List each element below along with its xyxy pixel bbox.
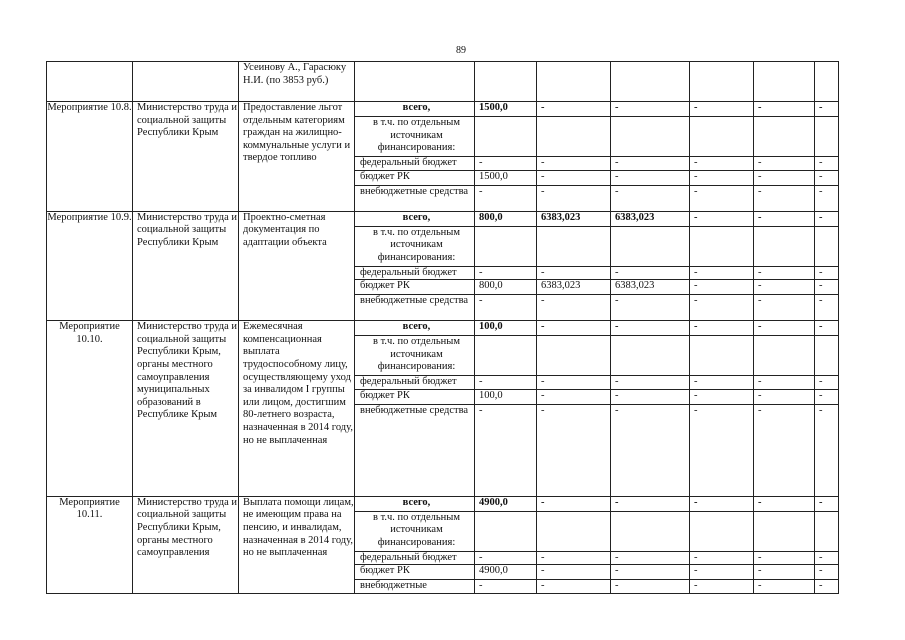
funding-value: - <box>815 170 839 185</box>
funding-value: - <box>754 580 815 594</box>
funding-value <box>815 336 839 376</box>
measure-description: Ежемесячная компенсационная выплата трудоспособному лицу, осуществляющему уход за инвалидом I группы или лицом, достигшим 80-летнего возраста, назначенная в 2014 году, но не выплаченная <box>239 321 355 497</box>
funding-value: - <box>815 157 839 171</box>
funding-value: - <box>537 185 611 211</box>
funding-source-label: в т.ч. по отдельным источникам финансирования: <box>355 336 475 376</box>
funding-value: 6383,023 <box>537 280 611 295</box>
funding-source-label: федеральный бюджет <box>355 551 475 565</box>
measure-description: Предоставление льгот отдельным категориям граждан на жилищно-коммунальные услуги и твердое топливо <box>239 102 355 212</box>
measure-description: Выплата помощи лицам, не имеющим права на пенсию, и инвалидам, назначенная в 2014 году, но не выплаченная <box>239 496 355 593</box>
funding-source-label: всего, <box>355 321 475 336</box>
funding-value: - <box>690 580 754 594</box>
measure-id: Мероприятие 10.8. <box>47 102 133 212</box>
funding-value: - <box>611 565 690 580</box>
funding-source-label: всего, <box>355 211 475 226</box>
funding-value: - <box>537 376 611 390</box>
funding-value: - <box>611 170 690 185</box>
measure-row <box>47 321 839 336</box>
page-number: 89 <box>456 45 466 56</box>
carry-over-row <box>47 62 839 102</box>
funding-value: - <box>815 321 839 336</box>
carry-over-text: Усеинову А., Гарасюку Н.И. (по 3853 руб.) <box>239 62 355 102</box>
funding-value: - <box>754 295 815 321</box>
funding-source-label: всего, <box>355 102 475 117</box>
funding-value: - <box>754 211 815 226</box>
funding-value <box>611 226 690 266</box>
funding-value: - <box>690 266 754 280</box>
empty-cell <box>611 62 690 102</box>
funding-value: - <box>690 170 754 185</box>
funding-value: - <box>754 266 815 280</box>
funding-value: - <box>690 295 754 321</box>
funding-value: - <box>754 280 815 295</box>
measure-executor: Министерство труда и социальной защиты Республики Крым, органы местного самоуправления <box>133 496 239 593</box>
funding-value: - <box>815 551 839 565</box>
funding-value: - <box>690 496 754 511</box>
funding-value: - <box>690 404 754 496</box>
funding-value: - <box>690 565 754 580</box>
funding-value: - <box>754 404 815 496</box>
funding-value: - <box>537 321 611 336</box>
empty-cell <box>690 62 754 102</box>
funding-value <box>815 226 839 266</box>
funding-value: - <box>611 266 690 280</box>
funding-value: - <box>537 551 611 565</box>
funding-value: 100,0 <box>475 321 537 336</box>
funding-value: - <box>815 185 839 211</box>
empty-cell <box>537 62 611 102</box>
funding-value: - <box>754 565 815 580</box>
funding-value: 4900,0 <box>475 565 537 580</box>
funding-value: 800,0 <box>475 280 537 295</box>
funding-value: - <box>537 157 611 171</box>
funding-value: - <box>611 496 690 511</box>
funding-value: - <box>754 496 815 511</box>
funding-value <box>475 511 537 551</box>
funding-source-label: внебюджетные <box>355 580 475 594</box>
empty-cell <box>47 62 133 102</box>
funding-value: - <box>475 266 537 280</box>
funding-value: - <box>754 376 815 390</box>
measure-executor: Министерство труда и социальной защиты Республики Крым <box>133 211 239 321</box>
funding-value: - <box>754 157 815 171</box>
funding-value: - <box>815 280 839 295</box>
funding-value <box>815 117 839 157</box>
funding-value <box>475 117 537 157</box>
funding-value <box>537 336 611 376</box>
measure-row <box>47 102 839 117</box>
funding-value: - <box>690 376 754 390</box>
funding-source-label: внебюджетные средства <box>355 404 475 496</box>
funding-value: - <box>475 295 537 321</box>
empty-cell <box>133 62 239 102</box>
funding-value <box>754 226 815 266</box>
funding-source-label: федеральный бюджет <box>355 376 475 390</box>
funding-value <box>815 511 839 551</box>
funding-value: - <box>537 565 611 580</box>
measure-id: Мероприятие 10.10. <box>47 321 133 497</box>
funding-value: - <box>611 404 690 496</box>
funding-value: - <box>815 565 839 580</box>
funding-value: - <box>690 280 754 295</box>
funding-value: - <box>690 389 754 404</box>
funding-value: - <box>690 185 754 211</box>
funding-value: - <box>475 157 537 171</box>
funding-value: - <box>611 185 690 211</box>
funding-value: - <box>611 102 690 117</box>
funding-value: - <box>475 376 537 390</box>
funding-source-label: бюджет РК <box>355 280 475 295</box>
funding-value: 6383,023 <box>611 280 690 295</box>
funding-value: - <box>690 102 754 117</box>
funding-value: 1500,0 <box>475 102 537 117</box>
empty-cell <box>355 62 475 102</box>
funding-value <box>690 511 754 551</box>
funding-value: 1500,0 <box>475 170 537 185</box>
measure-id: Мероприятие 10.11. <box>47 496 133 593</box>
funding-value: 100,0 <box>475 389 537 404</box>
funding-source-label: внебюджетные средства <box>355 295 475 321</box>
funding-value: - <box>537 496 611 511</box>
funding-source-label: бюджет РК <box>355 565 475 580</box>
measure-id: Мероприятие 10.9. <box>47 211 133 321</box>
funding-value: 6383,023 <box>611 211 690 226</box>
funding-value: - <box>475 580 537 594</box>
funding-source-label: в т.ч. по отдельным источникам финансирования: <box>355 226 475 266</box>
funding-value: - <box>815 376 839 390</box>
funding-value: 4900,0 <box>475 496 537 511</box>
funding-value: - <box>754 389 815 404</box>
measure-row <box>47 211 839 226</box>
funding-source-label: в т.ч. по отдельным источникам финансирования: <box>355 511 475 551</box>
funding-source-label: в т.ч. по отдельным источникам финансирования: <box>355 117 475 157</box>
funding-value: - <box>690 321 754 336</box>
measure-executor: Министерство труда и социальной защиты Республики Крым <box>133 102 239 212</box>
funding-value: - <box>611 295 690 321</box>
funding-value <box>690 226 754 266</box>
funding-value <box>475 226 537 266</box>
funding-value: - <box>611 580 690 594</box>
funding-value: - <box>611 551 690 565</box>
funding-value: - <box>475 404 537 496</box>
funding-value: - <box>537 266 611 280</box>
funding-value: - <box>815 496 839 511</box>
funding-source-label: бюджет РК <box>355 170 475 185</box>
funding-value: - <box>690 211 754 226</box>
funding-value: - <box>475 551 537 565</box>
funding-value: - <box>537 295 611 321</box>
measure-row <box>47 496 839 511</box>
funding-value <box>611 336 690 376</box>
funding-value: - <box>815 102 839 117</box>
funding-value: - <box>690 551 754 565</box>
funding-value: - <box>537 389 611 404</box>
funding-value: - <box>537 102 611 117</box>
measure-description: Проектно-сметная документация по адаптации объекта <box>239 211 355 321</box>
funding-value <box>690 117 754 157</box>
funding-source-label: бюджет РК <box>355 389 475 404</box>
funding-value: - <box>754 551 815 565</box>
funding-value <box>754 336 815 376</box>
funding-value: - <box>754 170 815 185</box>
funding-value: - <box>815 389 839 404</box>
funding-value <box>754 511 815 551</box>
measure-executor: Министерство труда и социальной защиты Республики Крым, органы местного самоуправления муниципальных образований в Республике Крым <box>133 321 239 497</box>
funding-source-label: внебюджетные средства <box>355 185 475 211</box>
funding-value: - <box>754 185 815 211</box>
funding-value: - <box>537 170 611 185</box>
funding-value: 800,0 <box>475 211 537 226</box>
funding-value: - <box>537 404 611 496</box>
funding-value: - <box>815 266 839 280</box>
funding-value <box>537 511 611 551</box>
funding-value: - <box>815 404 839 496</box>
funding-value: - <box>815 211 839 226</box>
funding-value: - <box>815 295 839 321</box>
funding-value: - <box>611 389 690 404</box>
funding-value <box>754 117 815 157</box>
funding-value: - <box>815 580 839 594</box>
funding-value: - <box>754 321 815 336</box>
funding-value <box>475 336 537 376</box>
funding-value: - <box>475 185 537 211</box>
funding-table <box>46 61 839 594</box>
funding-value: - <box>611 157 690 171</box>
funding-value <box>611 117 690 157</box>
funding-source-label: федеральный бюджет <box>355 157 475 171</box>
funding-value: - <box>611 376 690 390</box>
funding-value <box>611 511 690 551</box>
funding-value <box>537 226 611 266</box>
funding-source-label: всего, <box>355 496 475 511</box>
funding-value: - <box>611 321 690 336</box>
empty-cell <box>754 62 815 102</box>
empty-cell <box>815 62 839 102</box>
funding-value: - <box>690 157 754 171</box>
funding-source-label: федеральный бюджет <box>355 266 475 280</box>
funding-value: - <box>754 102 815 117</box>
empty-cell <box>475 62 537 102</box>
funding-value <box>537 117 611 157</box>
funding-value <box>690 336 754 376</box>
funding-value: - <box>537 580 611 594</box>
funding-value: 6383,023 <box>537 211 611 226</box>
